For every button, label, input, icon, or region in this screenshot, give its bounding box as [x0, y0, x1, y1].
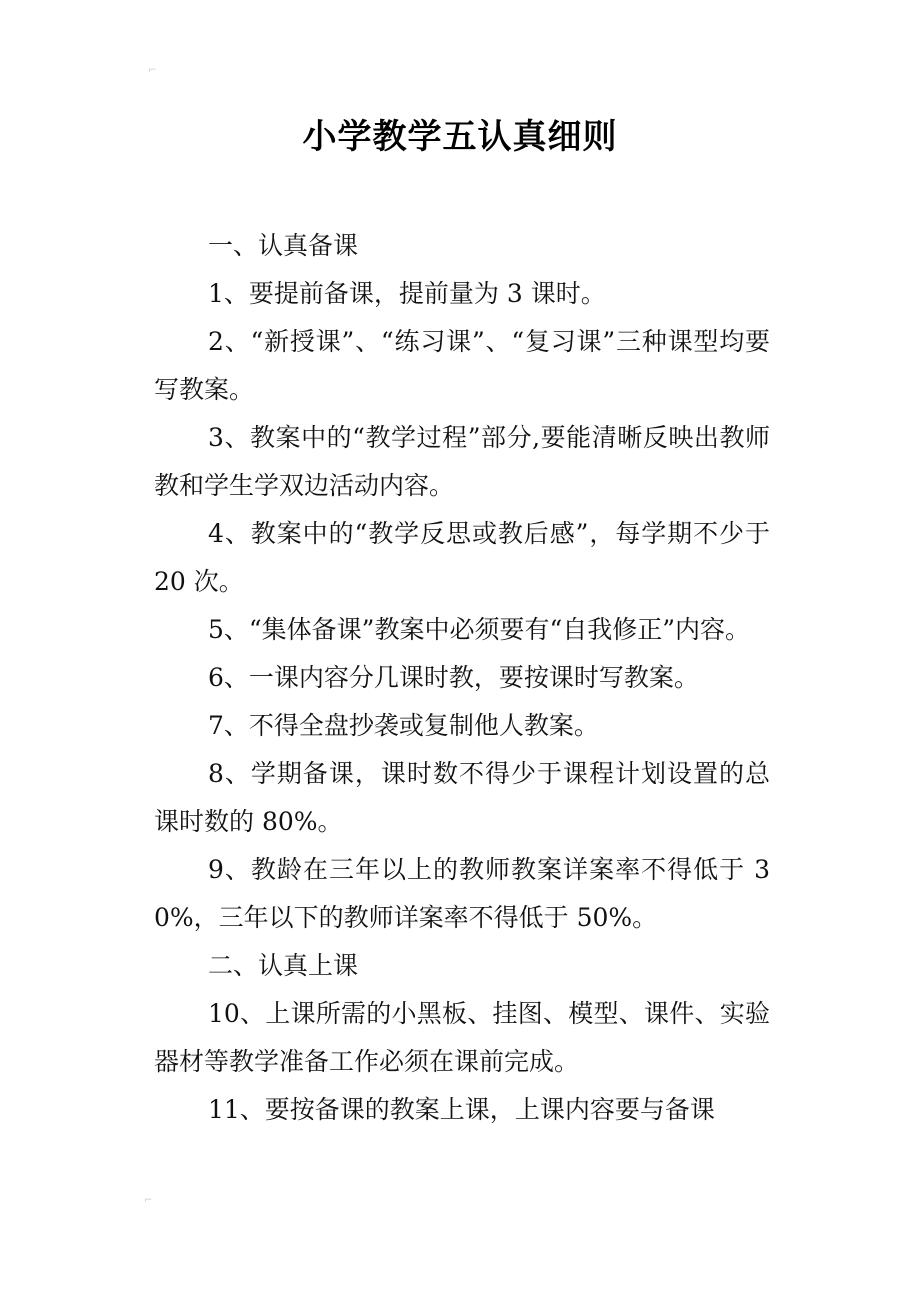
rule-5: 5、“集体备课”教案中必须要有“自我修正”内容。 — [208, 615, 751, 644]
document-title: 小学教学五认真细则 — [302, 117, 618, 157]
section-heading-teach: 二、认真上课 — [208, 951, 359, 980]
rule-8: 8、学期备课，课时数不得少于课程计划设置的总课时数的 80%。 — [154, 759, 770, 836]
rule-1: 1、要提前备课，提前量为 3 课时。 — [208, 279, 606, 308]
corner-crop-mark-top: ⌐ — [148, 65, 157, 76]
rule-6: 6、一课内容分几课时教，要按课时写教案。 — [208, 663, 699, 692]
rule-4: 4、教案中的“教学反思或教后感”，每学期不少于 20 次。 — [154, 519, 770, 596]
rule-3: 3、教案中的“教学过程”部分,要能清晰反映出教师教和学生学双边活动内容。 — [154, 423, 770, 500]
rule-7: 7、不得全盘抄袭或复制他人教案。 — [208, 711, 599, 740]
section-heading-prepare: 一、认真备课 — [208, 231, 359, 260]
rule-10: 10、上课所需的小黑板、挂图、模型、课件、实验器材等教学准备工作必须在课前完成。 — [154, 999, 770, 1076]
rule-2: 2、“新授课”、“练习课”、“复习课”三种课型均要写教案。 — [154, 327, 770, 404]
rule-11: 11、要按备课的教案上课，上课内容要与备课 — [208, 1095, 715, 1124]
rule-9: 9、教龄在三年以上的教师教案详案率不得低于 30%，三年以下的教师详案率不得低于 50%。 — [154, 855, 770, 932]
document-body — [154, 222, 770, 1134]
corner-crop-mark-bottom: ⌐ — [144, 1195, 153, 1206]
